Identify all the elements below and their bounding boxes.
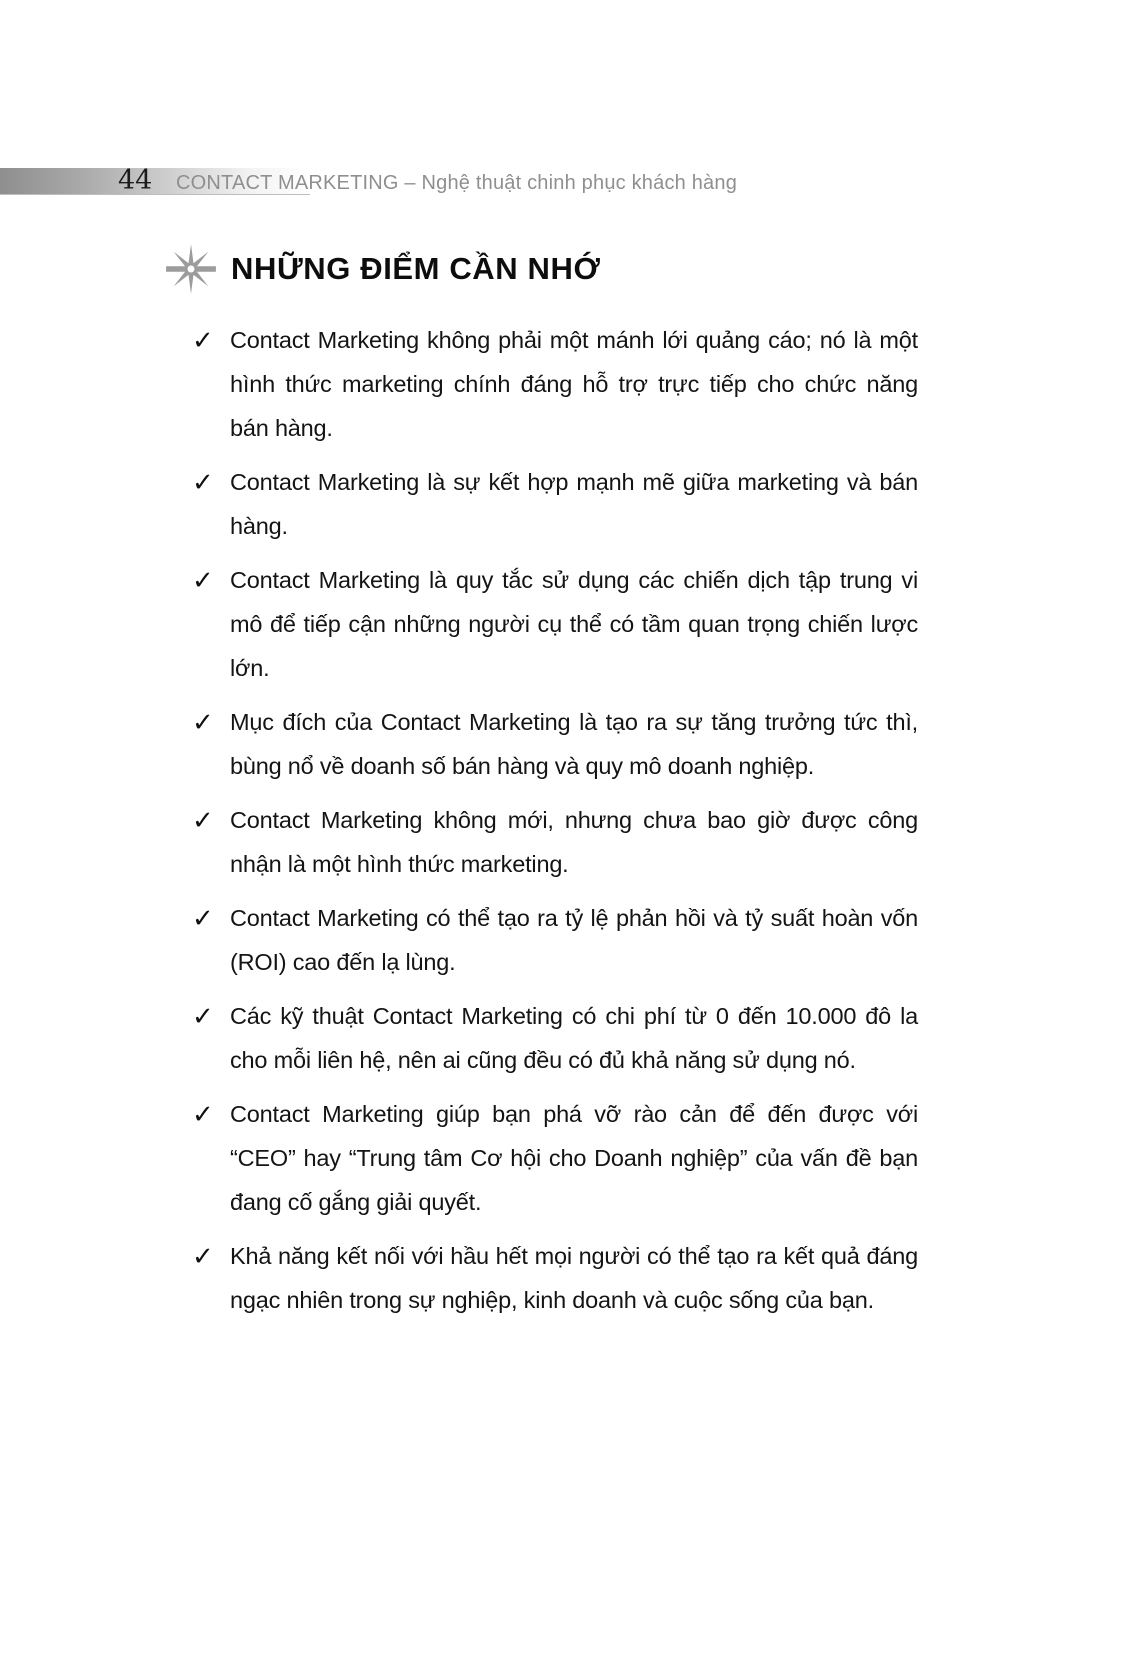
- checklist-item: [192, 896, 918, 984]
- checklist-item-text: Mục đích của Contact Marketing là tạo ra sự tăng trưởng tức thì, bùng nổ về doanh số bán hàng và quy mô doanh nghiệp.: [230, 709, 918, 779]
- check-icon: ✓: [192, 565, 214, 595]
- checklist-item-text: Contact Marketing giúp bạn phá vỡ rào cản để đến được với “CEO” hay “Trung tâm Cơ hội cho Doanh nghiệp” của vấn đề bạn đang cố gắng giải quyết.: [230, 1101, 918, 1215]
- check-icon: ✓: [192, 1241, 214, 1271]
- checklist-item-text: Contact Marketing là sự kết hợp mạnh mẽ giữa marketing và bán hàng.: [230, 469, 918, 539]
- checklist-item-text: Contact Marketing là quy tắc sử dụng các chiến dịch tập trung vi mô để tiếp cận những người cụ thể có tầm quan trọng chiến lược lớn.: [230, 567, 918, 681]
- checklist-item-text: Contact Marketing có thể tạo ra tỷ lệ phản hồi và tỷ suất hoàn vốn (ROI) cao đến lạ lùng.: [230, 905, 918, 975]
- checklist-item: [192, 558, 918, 690]
- section-heading: [165, 243, 601, 295]
- asterisk-star-icon: [165, 243, 217, 295]
- section-title: NHỮNG ĐIỂM CẦN NHỚ: [231, 251, 601, 286]
- checklist-item-text: Khả năng kết nối với hầu hết mọi người có thể tạo ra kết quả đáng ngạc nhiên trong sự nghiệp, kinh doanh và cuộc sống của bạn.: [230, 1243, 918, 1313]
- check-icon: ✓: [192, 1099, 214, 1129]
- check-icon: ✓: [192, 467, 214, 497]
- running-header-title: CONTACT MARKETING – Nghệ thuật chinh phục khách hàng: [176, 172, 738, 194]
- checklist-item: [192, 798, 918, 886]
- checklist-item: [192, 460, 918, 548]
- page-number: 44: [118, 165, 153, 196]
- check-icon: ✓: [192, 805, 214, 835]
- checklist-item: [192, 1234, 918, 1322]
- checklist-item-text: Contact Marketing không phải một mánh lới quảng cáo; nó là một hình thức marketing chính đáng hỗ trợ trực tiếp cho chức năng bán hàng.: [230, 327, 918, 441]
- running-header: [0, 166, 1126, 196]
- checklist-item: [192, 994, 918, 1082]
- checklist-item: [192, 700, 918, 788]
- check-icon: ✓: [192, 325, 214, 355]
- checklist-item-text: Contact Marketing không mới, nhưng chưa bao giờ được công nhận là một hình thức marketing.: [230, 807, 918, 877]
- checklist-item: [192, 1092, 918, 1224]
- checklist-item-text: Các kỹ thuật Contact Marketing có chi phí từ 0 đến 10.000 đô la cho mỗi liên hệ, nên ai cũng đều có đủ khả năng sử dụng nó.: [230, 1003, 918, 1073]
- checklist: [192, 318, 918, 1332]
- check-icon: ✓: [192, 707, 214, 737]
- checklist-item: [192, 318, 918, 450]
- check-icon: ✓: [192, 1001, 214, 1031]
- check-icon: ✓: [192, 903, 214, 933]
